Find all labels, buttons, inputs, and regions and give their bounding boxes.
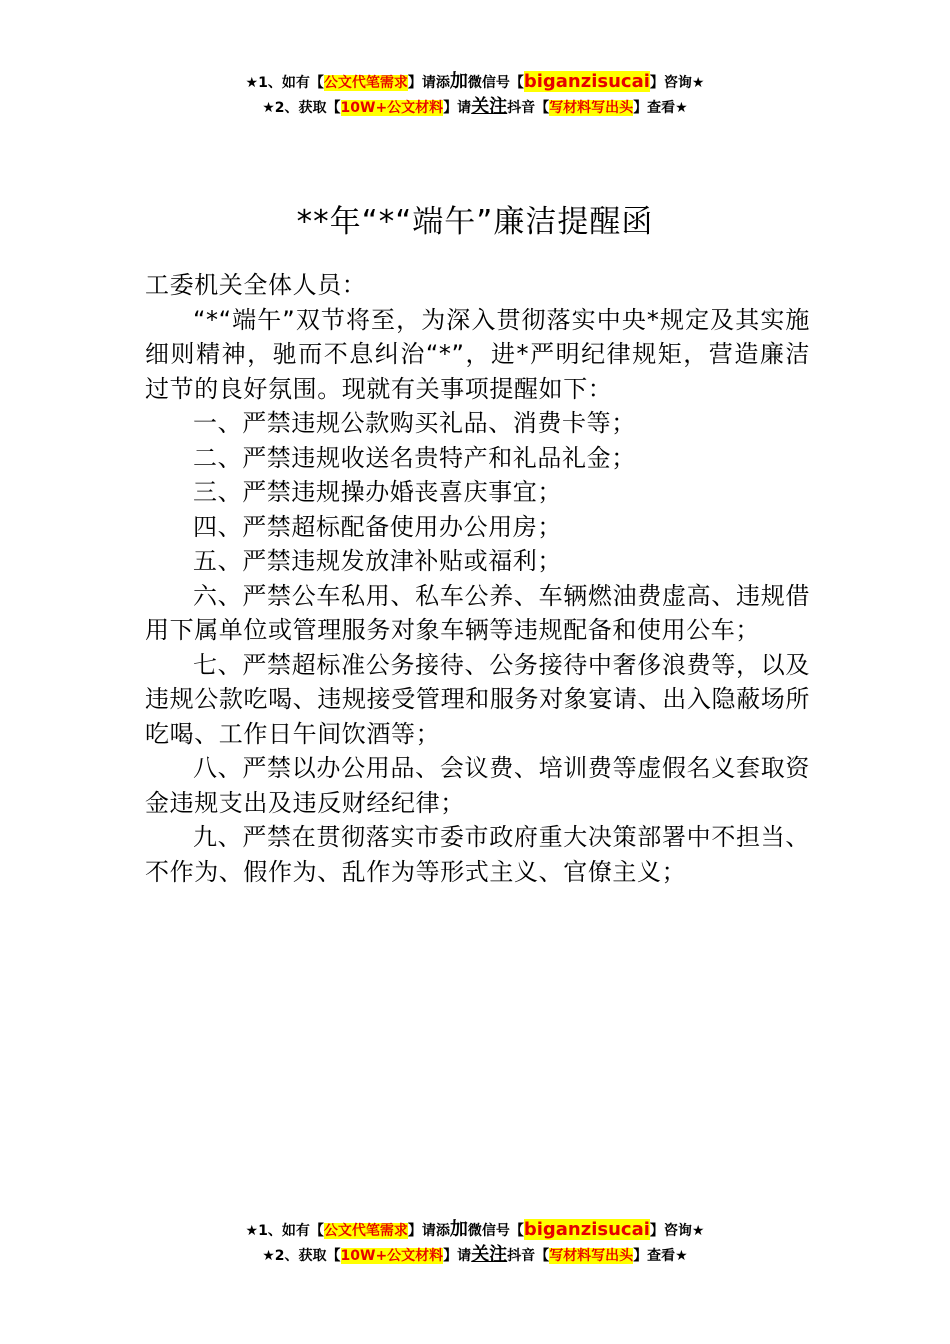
list-item: 三、严禁违规操办婚丧喜庆事宜； xyxy=(193,478,562,506)
list-item: 八、严禁以办公用品、会议费、培训费等虚假名义套取资金违规支出及违反财经纪律； xyxy=(145,754,810,817)
banner-highlight: 10W+公文材料 xyxy=(340,100,444,116)
banner-text: 】查看★ xyxy=(633,1248,688,1264)
list-item: 七、严禁超标准公务接待、公务接待中奢侈浪费等，以及违规公款吃喝、违规接受管理和服务对象宴请、出入隐蔽场所吃喝、工作日午间饮酒等； xyxy=(145,650,810,748)
banner-highlight: 10W+公文材料 xyxy=(340,1248,444,1264)
list-item: 一、严禁违规公款购买礼品、消费卡等； xyxy=(193,409,636,437)
banner-highlight: 写材料写出头 xyxy=(549,100,634,116)
banner-text: 】请 xyxy=(443,1248,472,1264)
banner-line-1 xyxy=(0,70,950,95)
banner-text: 】查看★ xyxy=(633,100,688,116)
banner-text: 】咨询★ xyxy=(649,75,705,91)
banner-text: 加 xyxy=(449,71,468,92)
banner-highlight: 写材料写出头 xyxy=(549,1248,634,1264)
list-item: 六、严禁公车私用、私车公养、车辆燃油费虚高、违规借用下属单位或管理服务对象车辆等违规配备和使用公车； xyxy=(145,581,810,644)
banner-text: ★1、如有【 xyxy=(245,1223,324,1239)
banner-text: 】请添 xyxy=(407,75,450,91)
top-banner xyxy=(0,70,950,120)
banner-text: ★2、获取【 xyxy=(262,1248,341,1264)
banner-text: 微信号【 xyxy=(467,75,524,91)
banner-text: 抖音【 xyxy=(507,1248,550,1264)
banner-text: 】咨询★ xyxy=(649,1223,705,1239)
banner-text: 抖音【 xyxy=(507,100,550,116)
banner-text: ★2、获取【 xyxy=(262,100,341,116)
banner-text: ★1、如有【 xyxy=(245,75,324,91)
banner-highlight: 公文代笔需求 xyxy=(323,75,408,91)
banner-text: 微信号【 xyxy=(467,1223,524,1239)
banner-wechat-id: biganzisucai xyxy=(523,1219,650,1240)
banner-text: 】请添 xyxy=(407,1223,450,1239)
banner-text: 关注 xyxy=(471,96,508,117)
banner-wechat-id: biganzisucai xyxy=(523,71,650,92)
list-item: 九、严禁在贯彻落实市委市政府重大决策部署中不担当、不作为、假作为、乱作为等形式主义、官僚主义； xyxy=(145,823,810,886)
document-title: **年“*“端午”廉洁提醒函 xyxy=(296,203,654,240)
banner-text: 加 xyxy=(449,1219,468,1240)
list-item: 二、严禁违规收送名贵特产和礼品礼金； xyxy=(193,443,636,472)
bottom-banner xyxy=(0,1218,950,1268)
banner-highlight: 公文代笔需求 xyxy=(323,1223,408,1239)
list-item: 四、严禁超标配备使用办公用房； xyxy=(193,512,562,541)
banner-text: 关注 xyxy=(471,1244,508,1265)
banner-line-2 xyxy=(0,1243,950,1268)
intro-paragraph: “*“端午”双节将至，为深入贯彻落实中央*规定及其实施细则精神，驰而不息纠治“*”，进*严明纪律规矩，营造廉洁过节的良好氛围。现就有关事项提醒如下： xyxy=(145,305,810,403)
list-item: 五、严禁违规发放津补贴或福利； xyxy=(193,547,562,575)
salutation: 工委机关全体人员： xyxy=(145,271,367,299)
document-body xyxy=(145,268,810,889)
banner-text: 】请 xyxy=(443,100,472,116)
banner-line-1 xyxy=(0,1218,950,1243)
banner-line-2 xyxy=(0,95,950,120)
